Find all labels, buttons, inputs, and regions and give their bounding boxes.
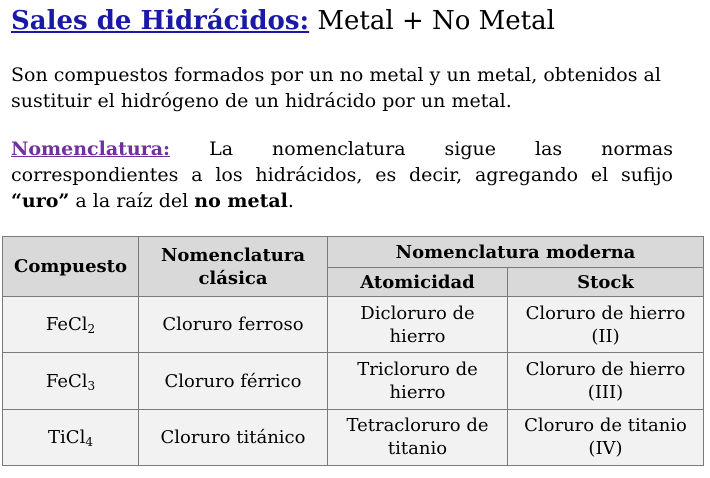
compound-formula	[3, 353, 139, 409]
nomenclatura-paragraph	[11, 136, 673, 214]
table-row	[3, 353, 704, 409]
nomenclatura-heading: Nomenclatura:	[11, 138, 171, 160]
stock-name: Cloruro de titanio (IV)	[508, 409, 704, 465]
page-title	[11, 4, 555, 38]
table-row	[3, 409, 704, 465]
title-rest: Metal + No Metal	[309, 6, 555, 36]
nomenclatura-text-3: .	[287, 190, 294, 212]
nomenclatura-text-1: La nomenclatura sigue las normas correspondientes a los hidrácidos, es decir, agregando el sufijo	[11, 138, 673, 186]
nomenclature-table	[2, 236, 704, 466]
formula-subscript: 2	[87, 322, 96, 337]
header-compuesto: Compuesto	[3, 237, 139, 297]
classic-name: Cloruro ferroso	[139, 297, 328, 353]
title-underlined: Sales de Hidrácidos:	[11, 6, 310, 36]
table-row	[3, 297, 704, 353]
nomenclatura-no-metal: no metal	[194, 190, 288, 212]
stock-name: Cloruro de hierro (II)	[508, 297, 704, 353]
formula-subscript: 4	[85, 434, 93, 449]
formula-subscript: 3	[87, 378, 96, 393]
formula-base: FeCl	[45, 314, 88, 336]
header-atomicidad: Atomicidad	[328, 268, 508, 297]
header-stock: Stock	[508, 268, 704, 297]
compound-formula	[3, 409, 139, 465]
nomenclatura-sufijo: “uro”	[11, 190, 70, 212]
table-header-row	[3, 237, 704, 268]
formula-base: FeCl	[45, 370, 88, 392]
header-moderna: Nomenclatura moderna	[328, 237, 704, 268]
classic-name: Cloruro férrico	[139, 353, 328, 409]
compound-formula	[3, 297, 139, 353]
stock-name: Cloruro de hierro (III)	[508, 353, 704, 409]
classic-name: Cloruro titánico	[139, 409, 328, 465]
header-clasica: Nomenclatura clásica	[139, 237, 328, 297]
atomicity-name: Tricloruro de hierro	[328, 353, 508, 409]
intro-paragraph: Son compuestos formados por un no metal y un metal, obtenidos al sustituir el hidrógeno de un hidrácido por un metal.	[11, 64, 661, 112]
atomicity-name: Dicloruro de hierro	[328, 297, 508, 353]
atomicity-name: Tetracloruro de titanio	[328, 409, 508, 465]
formula-base: TiCl	[48, 426, 86, 448]
nomenclatura-text-2: a la raíz del	[69, 190, 195, 212]
